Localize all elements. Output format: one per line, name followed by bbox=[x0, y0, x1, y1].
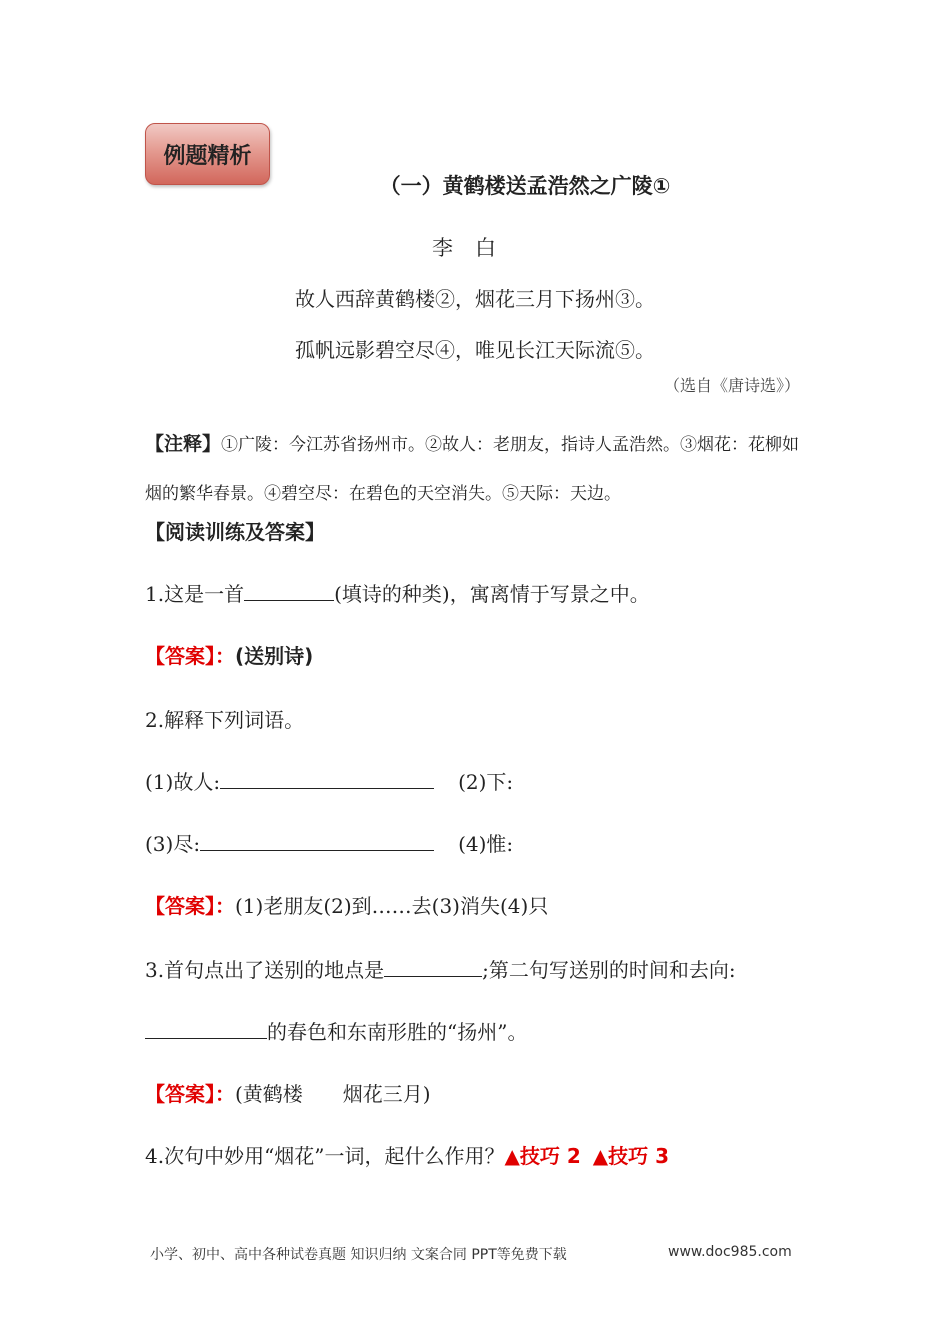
footer-url[interactable]: www.doc985.com bbox=[668, 1244, 792, 1260]
answer-1-text: (送别诗) bbox=[235, 644, 314, 668]
footer-text: 小学、初中、高中各种试卷真题 知识归纳 文案合同 PPT等免费下载 bbox=[150, 1247, 567, 1263]
question-2-row-2 bbox=[145, 828, 513, 857]
q4-text: 4.次句中妙用“烟花”一词，起什么作用？ bbox=[145, 1144, 505, 1168]
q2-item-1: (1)故人: bbox=[145, 770, 221, 794]
q3-middle: ;第二句写送别的时间和去向: bbox=[482, 958, 736, 982]
q3-prefix: 3.首句点出了送别的地点是 bbox=[145, 958, 385, 982]
answer-label: 【答案】： bbox=[145, 1082, 235, 1106]
annotations bbox=[145, 420, 805, 519]
q2-blank-3[interactable] bbox=[200, 830, 434, 851]
q2-item-2: (2)下: bbox=[458, 770, 514, 794]
answer-1 bbox=[145, 640, 313, 669]
annotations-label: 【注释】 bbox=[145, 433, 222, 455]
q3-blank-1[interactable] bbox=[384, 956, 482, 977]
poem-author: 李白 bbox=[432, 236, 518, 260]
q2-item-4: (4)惟: bbox=[458, 832, 514, 856]
example-badge: 例题精析 bbox=[145, 123, 270, 185]
question-4 bbox=[145, 1140, 669, 1169]
question-3 bbox=[145, 954, 736, 983]
q2-item-3: (3)尽: bbox=[145, 832, 201, 856]
question-1 bbox=[145, 578, 650, 607]
answer-2 bbox=[145, 890, 548, 919]
q2-blank-1[interactable] bbox=[220, 768, 434, 789]
q1-suffix: (填诗的种类)，寓离情于写景之中。 bbox=[334, 582, 650, 606]
tip-2: ▲技巧 3 bbox=[592, 1144, 670, 1168]
annotations-text: ①广陵：今江苏省扬州市。②故人：老朋友，指诗人孟浩然。③烟花：花柳如烟的繁华春景。④碧空尽：在碧色的天空消失。⑤天际：天边。 bbox=[145, 435, 800, 504]
poem-title: （一）黄鹤楼送孟浩然之广陵① bbox=[379, 174, 671, 198]
answer-label: 【答案】： bbox=[145, 644, 235, 668]
answer-2-text: (1)老朋友(2)到……去(3)消失(4)只 bbox=[235, 894, 549, 918]
poem-source: （选自《唐诗选》） bbox=[663, 376, 800, 395]
section-heading: 【阅读训练及答案】 bbox=[145, 520, 325, 544]
answer-3 bbox=[145, 1078, 431, 1107]
q1-prefix: 1.这是一首 bbox=[145, 582, 245, 606]
question-2: 2.解释下列词语。 bbox=[145, 708, 305, 732]
poem-line-2: 孤帆远影碧空尽④，唯见长江天际流⑤。 bbox=[295, 338, 655, 362]
answer-3-text: (黄鹤楼 烟花三月) bbox=[235, 1082, 431, 1106]
answer-label: 【答案】： bbox=[145, 894, 235, 918]
q1-blank[interactable] bbox=[244, 580, 334, 601]
poem-line-1: 故人西辞黄鹤楼②，烟花三月下扬州③。 bbox=[295, 287, 655, 311]
q3-blank-2[interactable] bbox=[145, 1018, 267, 1039]
question-3-cont bbox=[145, 1016, 527, 1045]
q3-suffix: 的春色和东南形胜的“扬州”。 bbox=[267, 1020, 528, 1044]
question-2-row-1 bbox=[145, 766, 513, 795]
tip-1: ▲技巧 2 bbox=[504, 1144, 581, 1168]
